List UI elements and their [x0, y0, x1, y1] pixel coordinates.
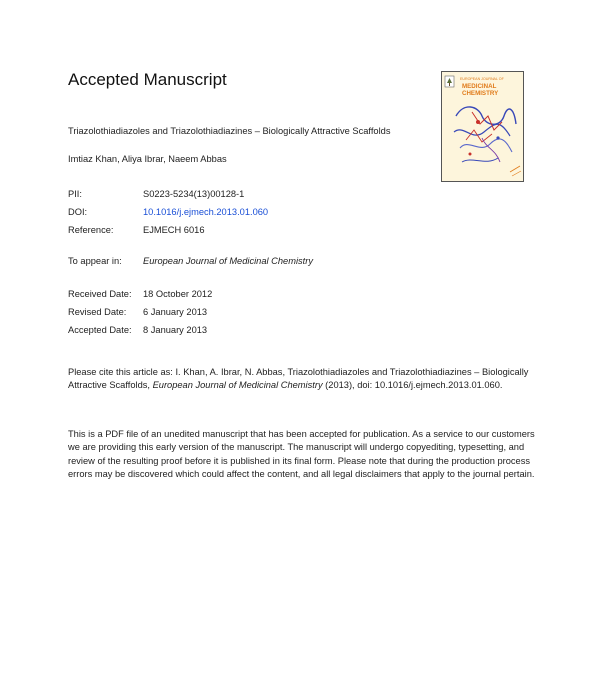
- appear-in-journal: European Journal of Medicinal Chemistry: [143, 256, 314, 266]
- appear-in-label: To appear in:: [68, 256, 122, 266]
- manuscript-notice: This is a PDF file of an unedited manuscript that has been accepted for publication. As a service to our customers we are providing this early version of the manuscript. The manuscript will undergo copyediting, typesetting, and review of the resulting proof before it is published in its final form. Please note that during the production process errors may be discovered which could affect the content, and all legal disclaimers that apply to the journal pertain.: [68, 429, 535, 480]
- received-date-value: 18 October 2012: [143, 289, 213, 299]
- citation-paragraph: [68, 366, 538, 393]
- cover-molecule-graphic: [454, 107, 516, 162]
- article-authors: Imtiaz Khan, Aliya Ibrar, Naeem Abbas: [68, 154, 227, 164]
- reference-label: Reference:: [68, 225, 114, 235]
- pii-label: PII:: [68, 189, 82, 199]
- journal-cover-art: [442, 72, 523, 181]
- page-heading: Accepted Manuscript: [68, 70, 227, 89]
- elsevier-tree-logo: [445, 76, 454, 87]
- article-title: Triazolothiadiazoles and Triazolothiadiazines – Biologically Attractive Scaffolds: [68, 126, 391, 136]
- doi-label: DOI:: [68, 207, 88, 217]
- pii-value: S0223-5234(13)00128-1: [143, 189, 245, 199]
- cover-journal-line1: EUROPEAN JOURNAL OF: [460, 77, 504, 81]
- revised-date-label: Revised Date:: [68, 307, 127, 317]
- accepted-date-label: Accepted Date:: [68, 325, 132, 335]
- received-date-label: Received Date:: [68, 289, 132, 299]
- citation-journal: European Journal of Medicinal Chemistry: [152, 380, 323, 391]
- journal-cover: [441, 71, 524, 182]
- citation-suffix: (2013), doi: 10.1016/j.ejmech.2013.01.060.: [322, 380, 503, 391]
- doi-link[interactable]: 10.1016/j.ejmech.2013.01.060: [143, 207, 269, 217]
- revised-date-value: 6 January 2013: [143, 307, 208, 317]
- citation-prefix: Please cite this article as: I. Khan, A. Ibrar, N. Abbas, Triazolothiadiazoles and Triazolothiadiazines – Biologically Attractive Scaffolds,: [68, 367, 529, 391]
- accepted-date-value: 8 January 2013: [143, 325, 208, 335]
- reference-value: EJMECH 6016: [143, 225, 205, 235]
- cover-journal-line3: CHEMISTRY: [462, 90, 499, 97]
- cover-journal-line2: MEDICINAL: [462, 83, 497, 90]
